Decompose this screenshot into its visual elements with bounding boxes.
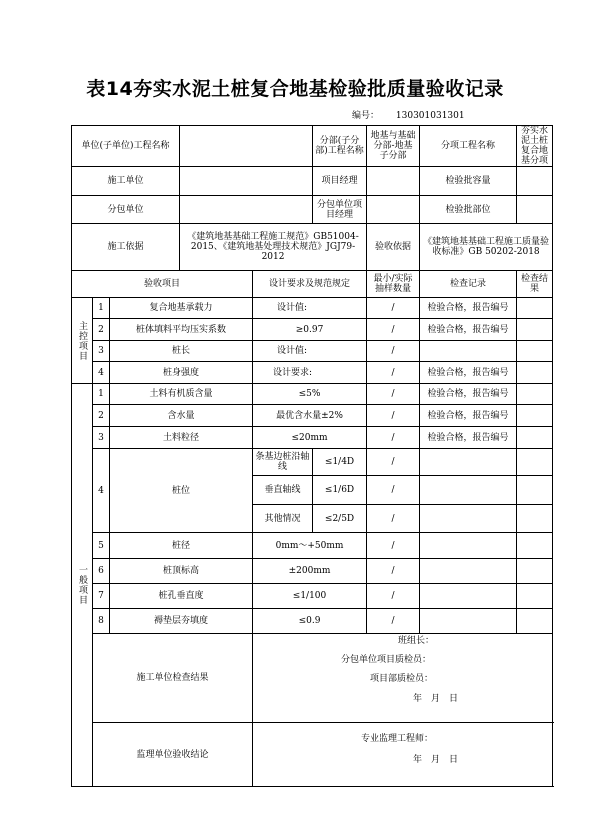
header-row-basis — [72, 224, 553, 271]
row-no: 7 — [93, 584, 110, 609]
row-req: 设计值: — [253, 341, 367, 362]
row-req: 设计要求: — [253, 362, 367, 384]
table-row — [72, 559, 553, 584]
row-record[interactable] — [420, 449, 517, 476]
row-record[interactable] — [420, 476, 517, 505]
acceptance-table — [71, 125, 553, 787]
record-code-value: 130301031301 — [395, 111, 465, 121]
col-requirement: 设计要求及规范规定 — [253, 271, 367, 298]
row-name: 土料粒径 — [110, 427, 253, 449]
item-project-label: 分项工程名称 — [420, 126, 517, 167]
row-no: 1 — [93, 298, 110, 319]
main-group-label: 主控项目 — [77, 320, 87, 361]
team-leader-label: 班组长： — [398, 636, 435, 646]
construction-check-label: 施工单位检查结果 — [93, 634, 253, 723]
row-sample[interactable]: / — [367, 449, 420, 476]
row-sample[interactable]: / — [367, 341, 420, 362]
row-no: 2 — [93, 319, 110, 341]
subcontract-unit-label: 分包单位 — [72, 196, 180, 224]
pile-sub-label: 其他情况 — [253, 505, 313, 533]
row-record[interactable]: 检验合格，报告编号 — [420, 298, 517, 319]
table-row — [72, 533, 553, 559]
row-result[interactable] — [517, 584, 553, 609]
row-result[interactable] — [517, 476, 553, 505]
subcontract-manager-label: 分包单位项目经理 — [313, 196, 367, 224]
row-sample[interactable]: / — [367, 559, 420, 584]
unit-project-label: 单位(子单位)工程名称 — [72, 126, 180, 167]
project-manager-label: 项目经理 — [313, 167, 367, 196]
table-row — [72, 609, 553, 634]
row-result[interactable] — [517, 341, 553, 362]
subcontract-unit-value[interactable] — [180, 196, 313, 224]
row-name: 含水量 — [110, 405, 253, 427]
record-code — [352, 108, 465, 121]
batch-capacity-label: 检验批容量 — [420, 167, 517, 196]
general-group-label: 一般项目 — [77, 565, 87, 605]
col-record: 检查记录 — [420, 271, 517, 298]
row-record[interactable]: 检验合格，报告编号 — [420, 405, 517, 427]
row-req: ≤20mm — [253, 427, 367, 449]
row-result[interactable] — [517, 298, 553, 319]
row-result[interactable] — [517, 609, 553, 634]
row-result[interactable] — [517, 559, 553, 584]
pile-sub-req: ≤1/6D — [313, 476, 367, 505]
subcontract-manager-value[interactable] — [367, 196, 420, 224]
row-record[interactable]: 检验合格，报告编号 — [420, 384, 517, 405]
table-row — [72, 362, 553, 384]
column-header-row — [72, 271, 553, 298]
batch-location-value[interactable] — [517, 196, 553, 224]
header-row-unit — [72, 126, 553, 167]
row-record[interactable] — [420, 559, 517, 584]
row-result[interactable] — [517, 505, 553, 533]
row-no: 8 — [93, 609, 110, 634]
row-name: 土料有机质含量 — [110, 384, 253, 405]
table-row — [72, 405, 553, 427]
row-no: 1 — [93, 384, 110, 405]
page-title: 表14夯实水泥土桩复合地基检验批质量验收记录 — [86, 78, 504, 100]
row-result[interactable] — [517, 319, 553, 341]
row-sample[interactable]: / — [367, 384, 420, 405]
row-result[interactable] — [517, 449, 553, 476]
row-name: 桩体填料平均压实系数 — [110, 319, 253, 341]
row-no: 2 — [93, 405, 110, 427]
row-record[interactable] — [420, 341, 517, 362]
acceptance-basis-label: 验收依据 — [367, 224, 420, 271]
sub-project-label: 分部(子分部)工程名称 — [313, 126, 367, 167]
row-record[interactable] — [420, 609, 517, 634]
row-sample[interactable]: / — [367, 609, 420, 634]
row-req: ≤1/100 — [253, 584, 367, 609]
table-row — [72, 384, 553, 405]
row-sample[interactable]: / — [367, 476, 420, 505]
supervision-engineer-label: 专业监理工程师： — [361, 734, 434, 744]
row-record[interactable]: 检验合格，报告编号 — [420, 319, 517, 341]
row-record[interactable] — [420, 584, 517, 609]
row-req: ≤0.9 — [253, 609, 367, 634]
table-row — [72, 584, 553, 609]
row-sample[interactable]: / — [367, 427, 420, 449]
project-inspector-label: 项目部质检员： — [370, 674, 434, 684]
row-no: 3 — [93, 427, 110, 449]
header-row-construction — [72, 167, 553, 196]
quality-inspector-label: 分包单位项目质检员： — [341, 655, 432, 665]
pile-sub-label: 条基边桩沿轴线 — [253, 449, 313, 476]
col-result: 检查结果 — [517, 271, 553, 298]
row-record[interactable]: 检验合格，报告编号 — [420, 362, 517, 384]
row-record[interactable]: 检验合格，报告编号 — [420, 427, 517, 449]
table-row — [72, 341, 553, 362]
row-sample[interactable]: / — [367, 505, 420, 533]
row-name: 桩身强度 — [110, 362, 253, 384]
row-name: 桩孔垂直度 — [110, 584, 253, 609]
row-name: 褥垫层夯填度 — [110, 609, 253, 634]
table-row — [72, 427, 553, 449]
col-sample: 最小/实际抽样数量 — [367, 271, 420, 298]
construction-date: 年 月 日 — [413, 694, 459, 704]
row-no: 6 — [93, 559, 110, 584]
row-no: 4 — [93, 362, 110, 384]
pile-sub-req: ≤1/4D — [313, 449, 367, 476]
row-sample[interactable]: / — [367, 584, 420, 609]
row-sample[interactable]: / — [367, 298, 420, 319]
table-row — [72, 449, 553, 476]
row-req: ≥0.97 — [253, 319, 367, 341]
table-row — [72, 298, 553, 319]
row-name: 桩位 — [110, 449, 253, 533]
row-req: 设计值: — [253, 298, 367, 319]
basis-value: 《建筑地基基础工程施工规范》GB51004-2015、《建筑地基处理技术规范》JGJ79-2012 — [180, 224, 367, 271]
construction-check-row — [72, 634, 553, 723]
sub-project-value[interactable]: 地基与基础分部-地基子分部 — [367, 126, 420, 167]
supervision-check-row — [72, 723, 553, 787]
row-sample[interactable]: / — [367, 533, 420, 559]
item-project-value[interactable]: 夯实水泥土桩复合地基分项 — [517, 126, 553, 167]
row-name: 桩顶标高 — [110, 559, 253, 584]
row-no: 3 — [93, 341, 110, 362]
row-req: ≤5% — [253, 384, 367, 405]
supervision-date: 年 月 日 — [413, 755, 459, 765]
unit-project-value[interactable] — [180, 126, 313, 167]
row-name: 桩径 — [110, 533, 253, 559]
supervision-check-label: 监理单位验收结论 — [93, 723, 253, 787]
row-result[interactable] — [517, 362, 553, 384]
construction-unit-value[interactable] — [180, 167, 313, 196]
row-name: 桩长 — [110, 341, 253, 362]
row-req: 最优含水量±2% — [253, 405, 367, 427]
pile-sub-req: ≤2/5D — [313, 505, 367, 533]
row-record[interactable] — [420, 505, 517, 533]
row-sample[interactable]: / — [367, 319, 420, 341]
row-name: 复合地基承载力 — [110, 298, 253, 319]
row-result[interactable] — [517, 405, 553, 427]
row-sample[interactable]: / — [367, 405, 420, 427]
row-result[interactable] — [517, 533, 553, 559]
row-record[interactable] — [420, 533, 517, 559]
row-result[interactable] — [517, 427, 553, 449]
row-no: 4 — [93, 449, 110, 533]
row-result[interactable] — [517, 384, 553, 405]
header-row-subcontract — [72, 196, 553, 224]
row-sample[interactable]: / — [367, 362, 420, 384]
pile-sub-label: 垂直轴线 — [253, 476, 313, 505]
project-manager-value[interactable] — [367, 167, 420, 196]
row-req: 0mm～+50mm — [253, 533, 367, 559]
construction-unit-label: 施工单位 — [72, 167, 180, 196]
acceptance-basis-value: 《建筑地基基础工程施工质量验收标准》GB 50202-2018 — [420, 224, 553, 271]
batch-capacity-value[interactable] — [517, 167, 553, 196]
batch-location-label: 检验批部位 — [420, 196, 517, 224]
row-req: ±200mm — [253, 559, 367, 584]
basis-label: 施工依据 — [72, 224, 180, 271]
record-code-label: 编号： — [352, 111, 380, 121]
general-group-cell — [72, 384, 93, 787]
row-no: 5 — [93, 533, 110, 559]
main-group-cell — [72, 298, 93, 384]
col-item: 验收项目 — [72, 271, 253, 298]
table-row — [72, 319, 553, 341]
